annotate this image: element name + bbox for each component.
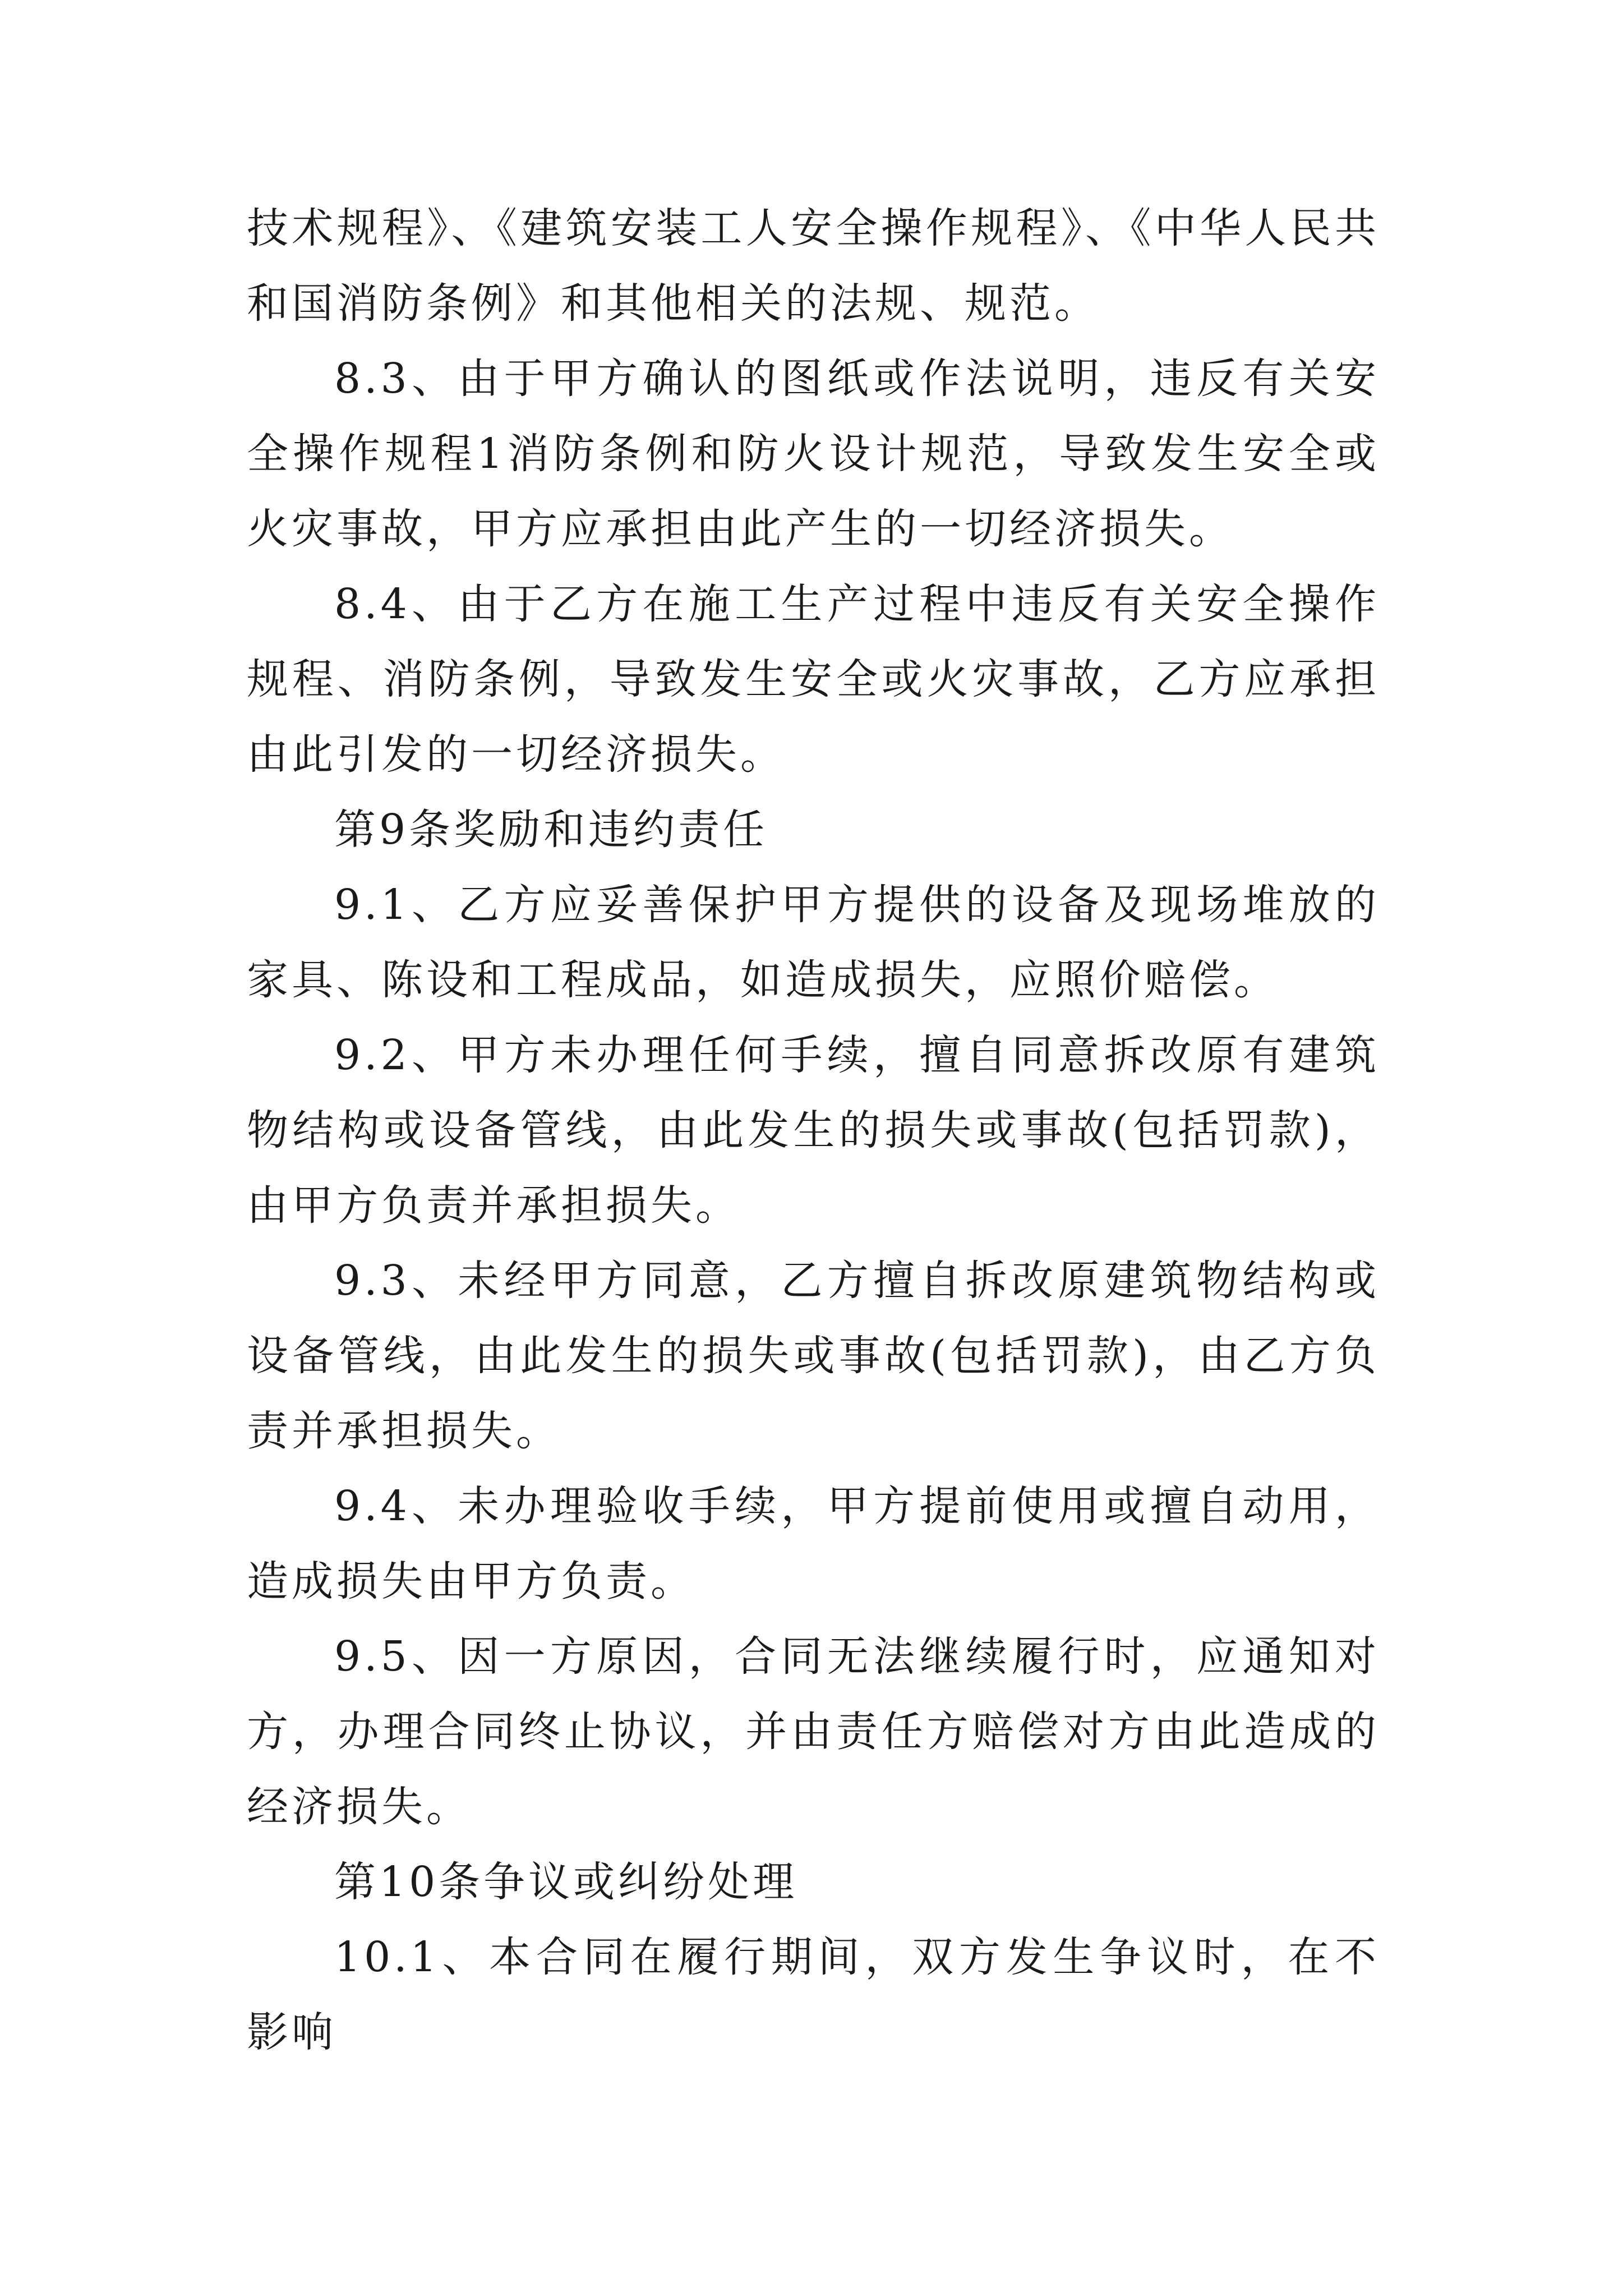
paragraph-9-4: 9.4、未办理验收手续，甲方提前使用或擅自动用，造成损失由甲方负责。: [247, 1482, 1380, 1605]
section-heading-article-10: 第10条争议或纠纷处理: [334, 1858, 798, 1906]
paragraph-9-2: 9.2、甲方未办理任何手续，擅自同意拆改原有建筑物结构或设备管线，由此发生的损失或事故(包括罚款)，由甲方负责并承担损失。: [247, 1031, 1380, 1230]
paragraph-intro-continuation: 技术规程》、《建筑安装工人安全操作规程》、《中华人民共和国消防条例》和其他相关的法规、规范。: [247, 204, 1380, 328]
paragraph-10-1: 10.1、本合同在履行期间，双方发生争议时，在不影响: [247, 1933, 1380, 2056]
paragraph-8-3: 8.3、由于甲方确认的图纸或作法说明，违反有关安全操作规程1消防条例和防火设计规范，导致发生安全或火灾事故，甲方应承担由此产生的一切经济损失。: [247, 355, 1380, 553]
paragraph-9-1: 9.1、乙方应妥善保护甲方提供的设备及现场堆放的家具、陈设和工程成品，如造成损失，应照价赔偿。: [247, 881, 1380, 1004]
paragraph-9-5: 9.5、因一方原因，合同无法继续履行时，应通知对方，办理合同终止协议，并由责任方赔偿对方由此造成的经济损失。: [247, 1632, 1380, 1831]
section-heading-article-9: 第9条奖励和违约责任: [334, 806, 768, 854]
paragraph-8-4: 8.4、由于乙方在施工生产过程中违反有关安全操作规程、消防条例，导致发生安全或火灾事故，乙方应承担由此引发的一切经济损失。: [247, 580, 1380, 779]
document-body: [247, 191, 1380, 2070]
paragraph-9-3: 9.3、未经甲方同意，乙方擅自拆改原建筑物结构或设备管线，由此发生的损失或事故(包括罚款)，由乙方负责并承担损失。: [247, 1257, 1380, 1455]
